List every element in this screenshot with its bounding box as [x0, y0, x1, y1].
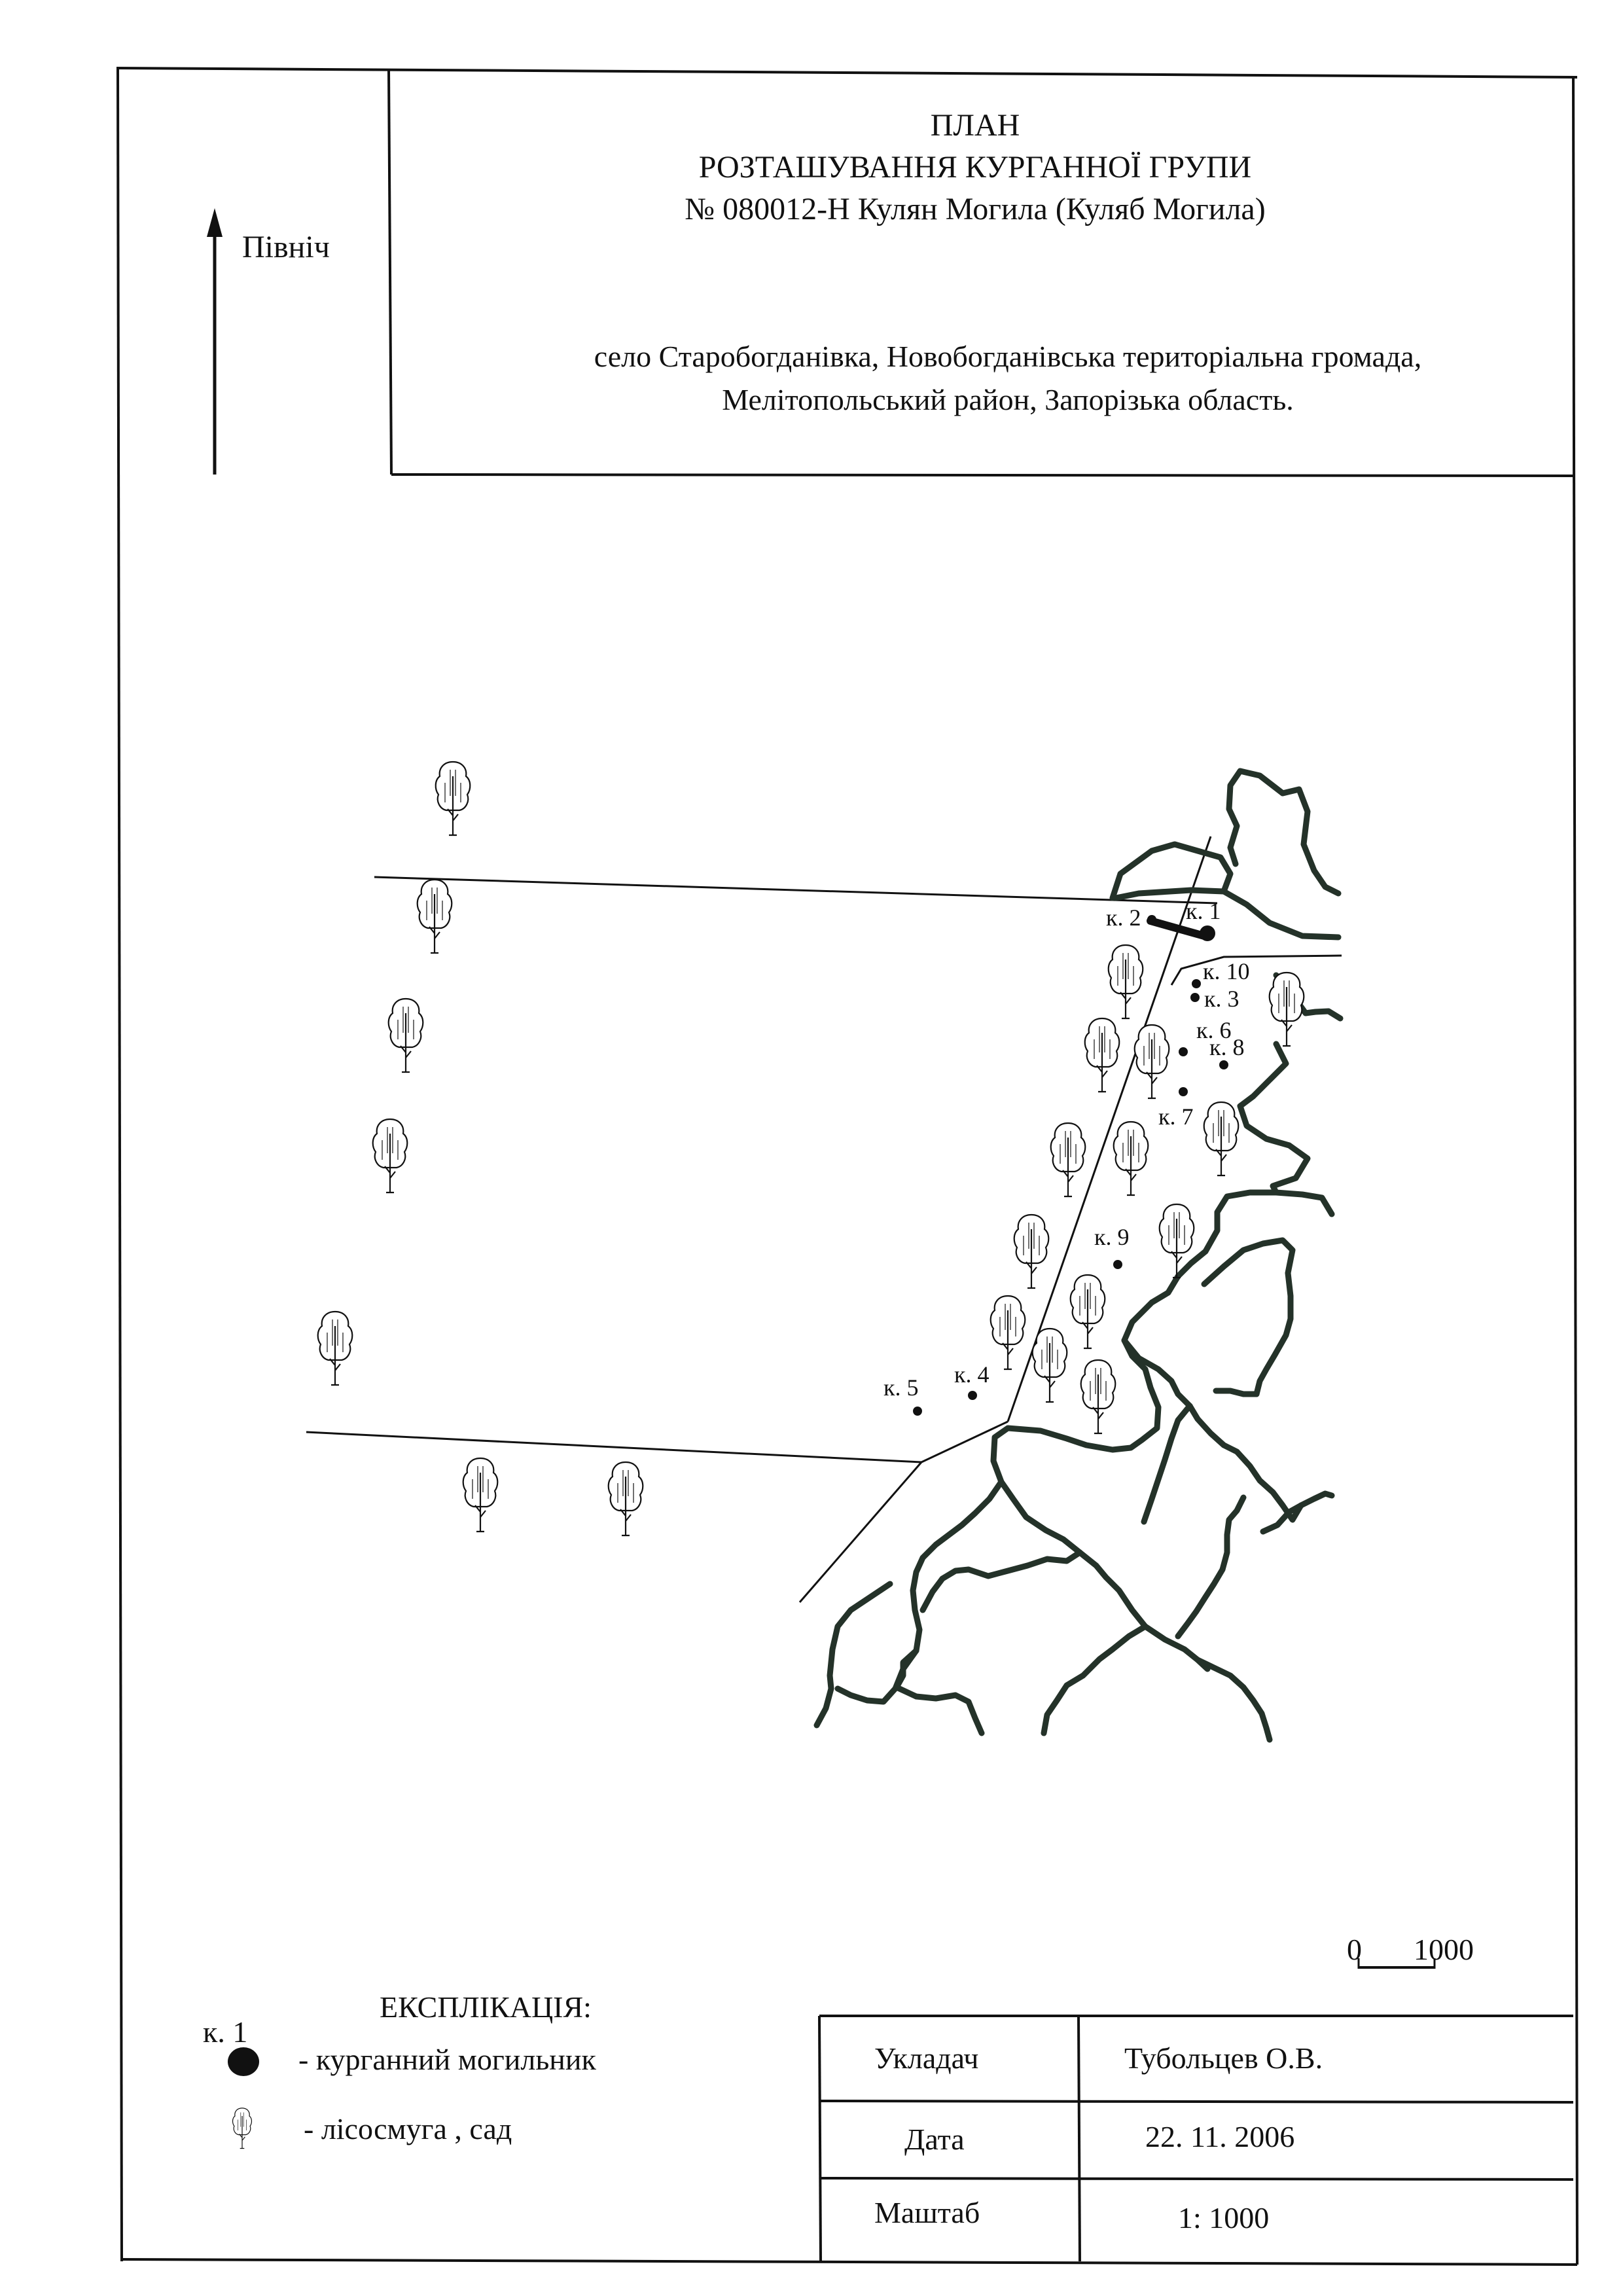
legend-forest-text: - лісосмуга , сад [304, 2112, 512, 2145]
date-label: Дата [904, 2123, 965, 2156]
tree-icon [991, 1296, 1026, 1369]
tree-icon [1014, 1215, 1049, 1288]
tree-icon [318, 1312, 353, 1385]
tree-icon [1135, 1025, 1169, 1098]
legend-tree-icon [233, 2108, 252, 2149]
location-line-1: село Старобогданівка, Новобогданівська територіальна громада, [594, 340, 1422, 373]
tree-icon [1204, 1102, 1239, 1175]
kurgan-2-marker [1147, 915, 1156, 924]
kurgan-9-label: к. 9 [1094, 1224, 1130, 1250]
tree-icon [1081, 1360, 1116, 1433]
title-block [484, 105, 1466, 230]
north-label: Північ [242, 230, 330, 264]
title-box-left [389, 69, 391, 475]
tree-icon [463, 1458, 498, 1532]
kurgan-3-marker [1190, 993, 1200, 1002]
kurgan-1-label: к. 1 [1186, 898, 1221, 924]
kurgan-8-marker [1219, 1060, 1228, 1069]
legend-kurgan-icon [228, 2047, 259, 2076]
frame-right [1573, 77, 1577, 2265]
location-line-2: Мелітопольський район, Запорізька область. [722, 383, 1294, 416]
tree-icon [1114, 1122, 1149, 1195]
tree-icon [389, 999, 423, 1072]
kurgan-3-label: к. 3 [1204, 986, 1240, 1012]
tree-icon [436, 762, 471, 835]
tree-icon [1270, 973, 1304, 1046]
kurgan-1-marker [1200, 925, 1215, 941]
tree-icon [418, 880, 452, 953]
ravine-network [817, 771, 1340, 1740]
tree-icon [373, 1119, 408, 1193]
object-name: № 080012-Н Кулян Могила (Куляб Могила) [685, 192, 1266, 226]
compiler-value: Тубольцев О.В. [1124, 2041, 1323, 2075]
kurgan-10-marker [1192, 979, 1201, 988]
legend-kurgan-sample-label: к. 1 [203, 2015, 248, 2049]
compiler-label: Укладач [874, 2041, 979, 2075]
kurgan-7-marker [1179, 1087, 1188, 1096]
frame-top [116, 68, 1577, 77]
kurgan-5-label: к. 5 [883, 1374, 919, 1401]
tree-icon [1071, 1275, 1105, 1348]
tree-icon [1109, 945, 1143, 1018]
kurgan-5-marker [913, 1407, 922, 1416]
title-box-bottom [391, 475, 1573, 476]
kurgan-8-label: к. 8 [1209, 1034, 1245, 1060]
kurgan-9-marker [1113, 1260, 1122, 1269]
scale-value: 1: 1000 [1178, 2201, 1270, 2234]
scale-start-label: 0 [1347, 1933, 1362, 1966]
legend-title: ЕКСПЛІКАЦІЯ: [380, 1990, 592, 2024]
map-title: ПЛАН [930, 108, 1020, 143]
kurgan-6-marker [1179, 1047, 1188, 1056]
scale-label: Маштаб [874, 2196, 980, 2229]
tree-icon [1051, 1123, 1086, 1196]
kurgan-2-label: к. 2 [1106, 905, 1141, 931]
tree-icon [609, 1462, 643, 1535]
kurgan-4-marker [968, 1391, 977, 1400]
scale-end-label: 1000 [1414, 1933, 1474, 1966]
map-subtitle: РОЗТАШУВАННЯ КУРГАННОЇ ГРУПИ [698, 150, 1252, 185]
kurgan-7-label: к. 7 [1158, 1103, 1194, 1130]
location-block [452, 335, 1564, 422]
kurgan-6-label: к. 6 [1196, 1017, 1232, 1043]
date-value: 22. 11. 2006 [1145, 2120, 1295, 2153]
tree-icon [1033, 1329, 1067, 1402]
tree-icon [1085, 1018, 1120, 1092]
legend-kurgan-text: - курганний могильник [298, 2043, 596, 2076]
north-arrow-icon [207, 208, 223, 475]
kurgan-4-label: к. 4 [954, 1361, 990, 1388]
frame-left [118, 68, 122, 2261]
kurgan-10-label: к. 10 [1203, 958, 1250, 984]
frame-bottom [122, 2259, 1577, 2265]
